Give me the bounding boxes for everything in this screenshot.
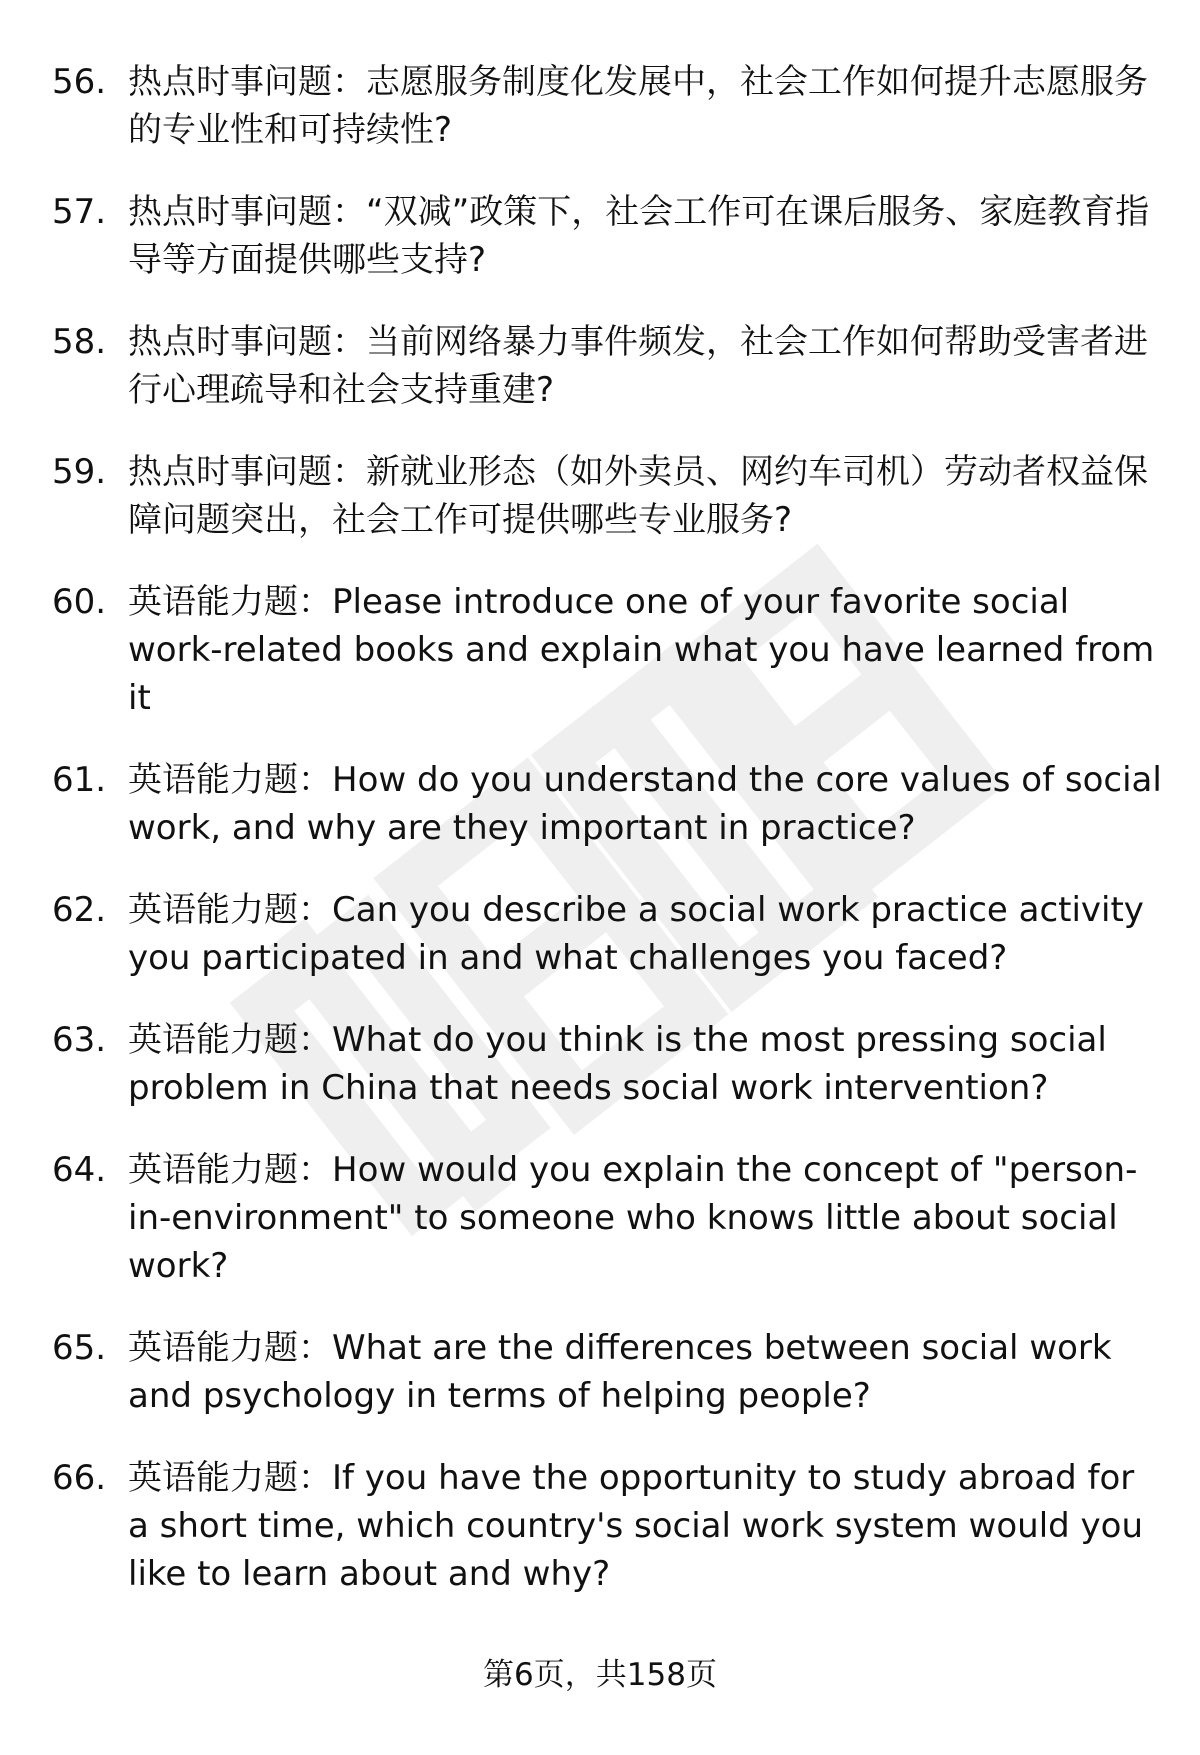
page-footer xyxy=(0,1655,1200,1695)
question-text: Please introduce one of your favorite social work-related books and explain what you have learned from it xyxy=(128,582,1155,718)
question-category: 热点时事问题： xyxy=(128,322,366,362)
question-text: Can you describe a social work practice activity you participated in and what challenges you faced? xyxy=(128,890,1144,978)
question-number: 57. xyxy=(52,192,107,232)
question-item xyxy=(52,578,1162,722)
page-number-label: 第6页，共158页 xyxy=(483,1657,717,1693)
question-item xyxy=(52,188,1162,284)
question-number: 58. xyxy=(52,322,107,362)
question-text: How would you explain the concept of "person-in-environment" to someone who knows little about social work? xyxy=(128,1150,1138,1286)
question-text: How do you understand the core values of social work, and why are they important in practice? xyxy=(128,760,1162,848)
question-category: 英语能力题： xyxy=(128,890,332,930)
question-category: 英语能力题： xyxy=(128,1020,332,1060)
question-category: 热点时事问题： xyxy=(128,62,366,102)
question-category: 热点时事问题： xyxy=(128,452,366,492)
question-item xyxy=(52,1324,1162,1420)
question-number: 63. xyxy=(52,1020,107,1060)
question-item xyxy=(52,756,1162,852)
question-category: 英语能力题： xyxy=(128,760,332,800)
question-text: “双减”政策下，社会工作可在课后服务、家庭教育指导等方面提供哪些支持? xyxy=(128,192,1150,280)
question-item xyxy=(52,1454,1162,1598)
question-item xyxy=(52,58,1162,154)
question-category: 英语能力题： xyxy=(128,1458,332,1498)
question-item xyxy=(52,886,1162,982)
question-item xyxy=(52,448,1162,544)
question-number: 64. xyxy=(52,1150,107,1190)
question-text: If you have the opportunity to study abroad for a short time, which country's social work system would you like to learn about and why? xyxy=(128,1458,1144,1594)
question-text: 新就业形态（如外卖员、网约车司机）劳动者权益保障问题突出，社会工作可提供哪些专业服务? xyxy=(128,452,1148,540)
question-number: 60. xyxy=(52,582,107,622)
question-text: What are the differences between social work and psychology in terms of helping people? xyxy=(128,1328,1112,1416)
question-number: 62. xyxy=(52,890,107,930)
question-number: 59. xyxy=(52,452,107,492)
question-item xyxy=(52,318,1162,414)
question-number: 66. xyxy=(52,1458,107,1498)
question-category: 英语能力题： xyxy=(128,1328,332,1368)
question-category: 英语能力题： xyxy=(128,582,332,622)
question-category: 英语能力题： xyxy=(128,1150,332,1190)
question-item xyxy=(52,1146,1162,1290)
question-list xyxy=(52,58,1162,1632)
question-item xyxy=(52,1016,1162,1112)
question-category: 热点时事问题： xyxy=(128,192,366,232)
question-number: 61. xyxy=(52,760,107,800)
question-text: 志愿服务制度化发展中，社会工作如何提升志愿服务的专业性和可持续性? xyxy=(128,62,1148,150)
question-number: 65. xyxy=(52,1328,107,1368)
question-text: What do you think is the most pressing social problem in China that needs social work intervention? xyxy=(128,1020,1107,1108)
question-number: 56. xyxy=(52,62,107,102)
question-text: 当前网络暴力事件频发，社会工作如何帮助受害者进行心理疏导和社会支持重建? xyxy=(128,322,1148,410)
